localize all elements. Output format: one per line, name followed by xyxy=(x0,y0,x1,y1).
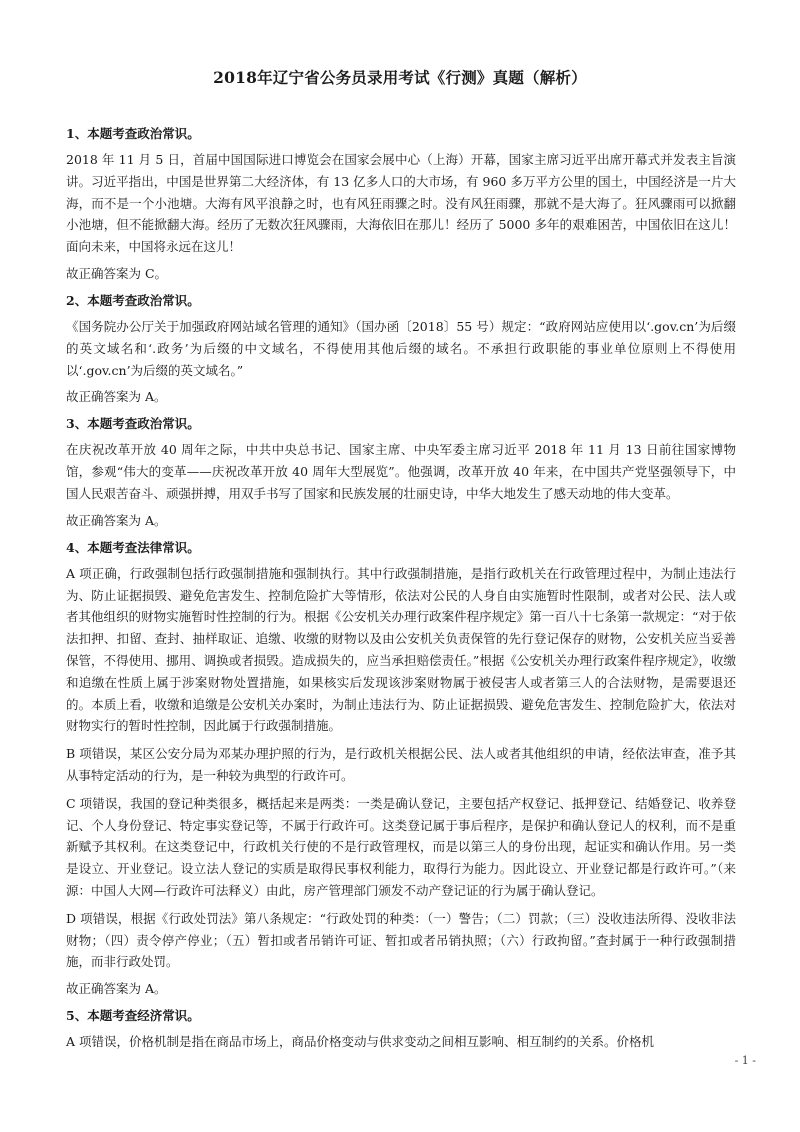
body-paragraph-option-b: B 项错误，某区公安分局为邓某办理护照的行为，是行政机关根据公民、法人或者其他组织的申请，经依法审查，准予其从事特定活动的行为，是一种较为典型的行政许可。 xyxy=(66,746,736,783)
question-section-5 xyxy=(66,1006,736,1053)
document-body xyxy=(66,124,736,1059)
body-paragraph-option-d: D 项错误，根据《行政处罚法》第八条规定：“行政处罚的种类：（一）警告；（二）罚款；（三）没收违法所得、没收非法财物；（四）责令停产停业；（五）暂扣或者吊销许可证、暂扣或者吊销执照；（六）行政拘留。”查封属于一种行政强制措施，而非行政处罚。 xyxy=(66,910,736,970)
body-paragraph: 《国务院办公厅关于加强政府网站域名管理的通知》（国办函〔2018〕55 号）规定：“政府网站应使用以‘.gov.cn’为后缀的英文域名和‘.政务’为后缀的中文域名，不得使用其他后缀的域名。不承担行政职能的事业单位原则上不得使用以‘.gov.cn’为后缀的英文域名。” xyxy=(66,318,736,378)
section-heading: 4、本题考查法律常识。 xyxy=(66,539,200,555)
page-number: - 1 - xyxy=(734,1054,756,1067)
answer-line: 故正确答案为 A。 xyxy=(66,512,167,528)
section-heading: 2、本题考查政治常识。 xyxy=(66,292,200,308)
body-paragraph: 2018 年 11 月 5 日，首届中国国际进口博览会在国家会展中心（上海）开幕，国家主席习近平出席开幕式并发表主旨演讲。习近平指出，中国是世界第二大经济体，有 13 亿多人口的大市场，有 960 多万平方公里的国土，中国经济是一片大海，而不是一个小池塘。大海有风平浪静之时，也有风狂雨骤之时。没有风狂雨骤，那就不是大海了。狂风骤雨可以掀翻小池塘，但不能掀翻大海。经历了无数次狂风骤雨，大海依旧在那儿！经历了 5000 多年的艰难困苦，中国依旧在这儿！面向未来，中国将永远在这儿！ xyxy=(66,152,736,255)
body-paragraph-option-a: A 项错误，价格机制是指在商品市场上，商品价格变动与供求变动之间相互影响、相互制约的关系。价格机 xyxy=(66,1034,655,1050)
section-heading: 1、本题考查政治常识。 xyxy=(66,126,200,141)
body-paragraph: 在庆祝改革开放 40 周年之际，中共中央总书记、国家主席、中央军委主席习近平 2018 年 11 月 13 日前往国家博物馆，参观“伟大的变革——庆祝改革开放 40 周年大型展览”。他强调，改革开放 40 年来，在中国共产党坚强领导下，中国人民艰苦奋斗、顽强拼搏，用双手书写了国家和民族发展的壮丽史诗，中华大地发生了感天动地的伟大变革。 xyxy=(66,442,736,501)
question-section-1 xyxy=(66,124,736,284)
answer-line: 故正确答案为 A。 xyxy=(66,981,167,997)
question-section-4 xyxy=(66,538,736,999)
body-paragraph-option-c: C 项错误，我国的登记种类很多，概括起来是两类：一类是确认登记，主要包括产权登记、抵押登记、结婚登记、收养登记、个人身份登记、特定事实登记等，不属于行政许可。这类登记属于事后程序，是保护和确认登记人的权利，而不是重新赋予其权利。在这类登记中，行政机关行使的不是行政管理权，而是以第三人的身份出现，起证实和确认作用。另一类是设立、开业登记。设立法人登记的实质是取得民事权利能力，取得行为能力。因此设立、开业登记都是行政许可。”（来源：中国人大网—行政许可法释义）由此，房产管理部门颁发不动产登记证的行为属于确认登记。 xyxy=(66,795,736,898)
section-heading: 3、本题考查政治常识。 xyxy=(66,416,200,432)
section-heading: 5、本题考查经济常识。 xyxy=(66,1008,200,1024)
document-title: 2018年辽宁省公务员录用考试《行测》真题（解析） xyxy=(213,68,587,87)
body-paragraph-option-a: A 项正确，行政强制包括行政强制措施和强制执行。其中行政强制措施，是指行政机关在行政管理过程中，为制止违法行为、防止证据损毁、避免危害发生、控制危险扩大等情形，依法对公民的人身自由实施暂时性限制，或者对公民、法人或者其他组织的财物实施暂时性控制的行为。根据《公安机关办理行政案件程序规定》第一百八十七条第一款规定：“对于依法扣押、扣留、查封、抽样取证、追缴、收缴的财物以及由公安机关负责保管的先行登记保存的财物，公安机关应当妥善保管，不得使用、挪用、调换或者损毁。造成损失的，应当承担赔偿责任。”根据《公安机关办理行政案件程序规定》，收缴和追缴在性质上属于涉案财物处置措施，如果核实后发现该涉案财物属于被侵害人或者第三人的合法财物，是需要退还的。本质上看，收缴和追缴是公安机关办案时，为制止违法行为、防止证据损毁、避免危害发生、控制危险扩大，依法对财物实行的暂时性控制，因此属于行政强制措施。 xyxy=(66,565,736,734)
question-section-2 xyxy=(66,291,736,407)
answer-line: 故正确答案为 C。 xyxy=(66,265,168,281)
question-section-3 xyxy=(66,414,736,530)
answer-line: 故正确答案为 A。 xyxy=(66,389,167,405)
